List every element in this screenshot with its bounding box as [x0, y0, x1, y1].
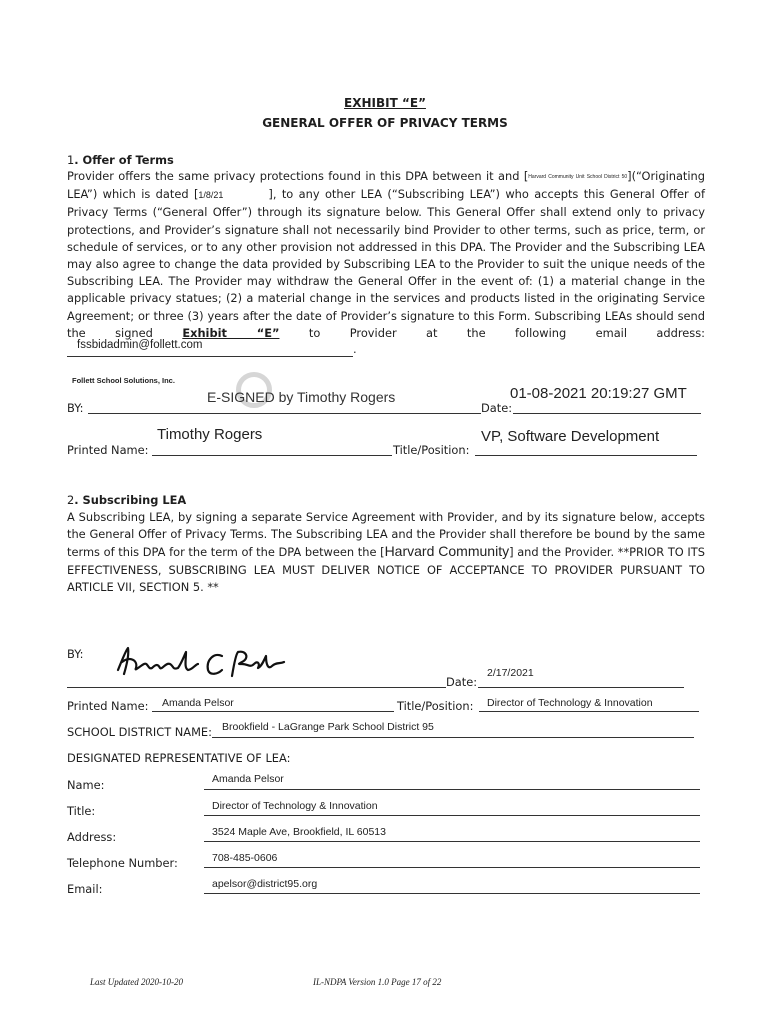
subscriber-title-value: Director of Technology & Innovation — [487, 697, 653, 709]
email-line — [67, 340, 353, 357]
section-2-paragraph: A Subscribing LEA, by signing a separate Service Agreement with Provider, and by its signature below, accepts the General Offer of Privacy Terms. The Subscribing LEA and the Provider shall therefore be bound by the same terms of this DPA for the term of the DPA between the [Harvard Community] and the Provider. **PRIOR TO ITS EFFECTIVENESS, SUBSCRIBING LEA MUST DELIVER NOTICE OF ACCEPTANCE TO PROVIDER PURSUANT TO ARTICLE VII, SECTION 5. ** — [67, 510, 705, 594]
exhibit-title: EXHIBIT “E” — [344, 96, 426, 110]
provider-date-value: 01-08-2021 20:19:27 GMT — [510, 385, 687, 402]
rep-email-line — [204, 893, 700, 894]
provider-esignature: E-SIGNED by Timothy Rogers — [207, 389, 396, 405]
originating-lea-field: Harvard Community Unit School District 50 — [528, 174, 628, 180]
dpa-date-field: 1/8/21 — [198, 190, 224, 201]
rep-email-label: Email: — [67, 882, 103, 896]
rep-name-line — [204, 789, 700, 790]
rep-telephone-value: 708-485-0606 — [212, 852, 278, 864]
subscriber-date-line — [478, 687, 684, 688]
rep-address-value: 3524 Maple Ave, Brookfield, IL 60513 — [212, 826, 386, 838]
rep-title-line — [204, 815, 700, 816]
rep-telephone-line — [204, 867, 700, 868]
provider-title-line — [475, 455, 697, 456]
district-name-label: SCHOOL DISTRICT NAME: — [67, 725, 212, 739]
provider-company: Follett School Solutions, Inc. — [72, 376, 175, 385]
district-name-line — [212, 737, 694, 738]
provider-date-line — [513, 413, 701, 414]
section-2-heading: 2. Subscribing LEA — [67, 493, 187, 507]
email-period: . — [353, 342, 357, 356]
footer-last-updated: Last Updated 2020-10-20 — [90, 977, 183, 987]
rep-title-value: Director of Technology & Innovation — [212, 800, 378, 812]
rep-address-line — [204, 841, 700, 842]
designated-rep-heading: DESIGNATED REPRESENTATIVE OF LEA: — [67, 751, 291, 765]
subscriber-title-line — [479, 711, 699, 712]
subscriber-title-label: Title/Position: — [397, 699, 474, 713]
subscriber-signature-line — [67, 687, 446, 688]
rep-name-value: Amanda Pelsor — [212, 773, 284, 785]
handwritten-signature — [112, 642, 292, 684]
rep-address-label: Address: — [67, 830, 117, 844]
provider-signature-line — [88, 413, 481, 414]
provider-title-value: VP, Software Development — [481, 428, 660, 445]
district-name-value: Brookfield - LaGrange Park School District 95 — [222, 721, 434, 733]
section-1-heading: 1. Offer of Terms — [67, 153, 174, 167]
subscribing-lea-name: Harvard Community — [384, 543, 510, 560]
subscriber-printed-name-line — [152, 711, 394, 712]
footer-page-number: IL-NDPA Version 1.0 Page 17 of 22 — [313, 977, 442, 987]
rep-telephone-label: Telephone Number: — [67, 856, 178, 870]
provider-date-label: Date: — [481, 401, 513, 415]
subscriber-printed-name-value: Amanda Pelsor — [162, 697, 234, 709]
provider-printed-name-line — [152, 455, 392, 456]
subscriber-printed-name-label: Printed Name: — [67, 699, 149, 713]
subscriber-by-label: BY: — [67, 647, 84, 661]
rep-name-label: Name: — [67, 778, 105, 792]
provider-printed-name-label: Printed Name: — [67, 443, 149, 457]
provider-by-label: BY: — [67, 401, 84, 415]
provider-title-label: Title/Position: — [393, 443, 470, 457]
exhibit-word: Exhibit “E” — [182, 325, 280, 340]
document-title: GENERAL OFFER OF PRIVACY TERMS — [262, 116, 508, 130]
section-1-paragraph: Provider offers the same privacy protections found in this DPA between it and [Harvard Community Unit School District 50](“Originating LEA”) which is dated [1/8/21 ], to any other LEA (“Subscribing LEA”) who accepts this General Offer of Privacy Terms (“General Offer”) through its signature below. This General Offer shall extend only to privacy protections, and Provider’s signature shall not necessarily bind Provider to other terms, such as price, term, or schedule of services, or to any other provision not addressed in this DPA. The Provider and the Subscribing LEA may also agree to change the data provided by Subscribing LEA to the Provider to suit the unique needs of the Subscribing LEA. The Provider may withdraw the General Offer in the event of: (1) a material change in the applicable privacy statues; (2) a material change in the services and products listed in the originating Service Agreement; or three (3) years after the date of Provider’s signature to this Form. Subscribing LEAs should send the signed Exhibit “E” to Provider at the following email address: — [67, 169, 706, 340]
provider-printed-name-value: Timothy Rogers — [157, 426, 263, 443]
subscriber-date-label: Date: — [446, 675, 478, 689]
subscriber-date-value: 2/17/2021 — [487, 667, 534, 679]
provider-email-value: fssbidadmin@follett.com — [77, 339, 203, 351]
rep-email-value: apelsor@district95.org — [212, 878, 318, 890]
rep-title-label: Title: — [67, 804, 96, 818]
